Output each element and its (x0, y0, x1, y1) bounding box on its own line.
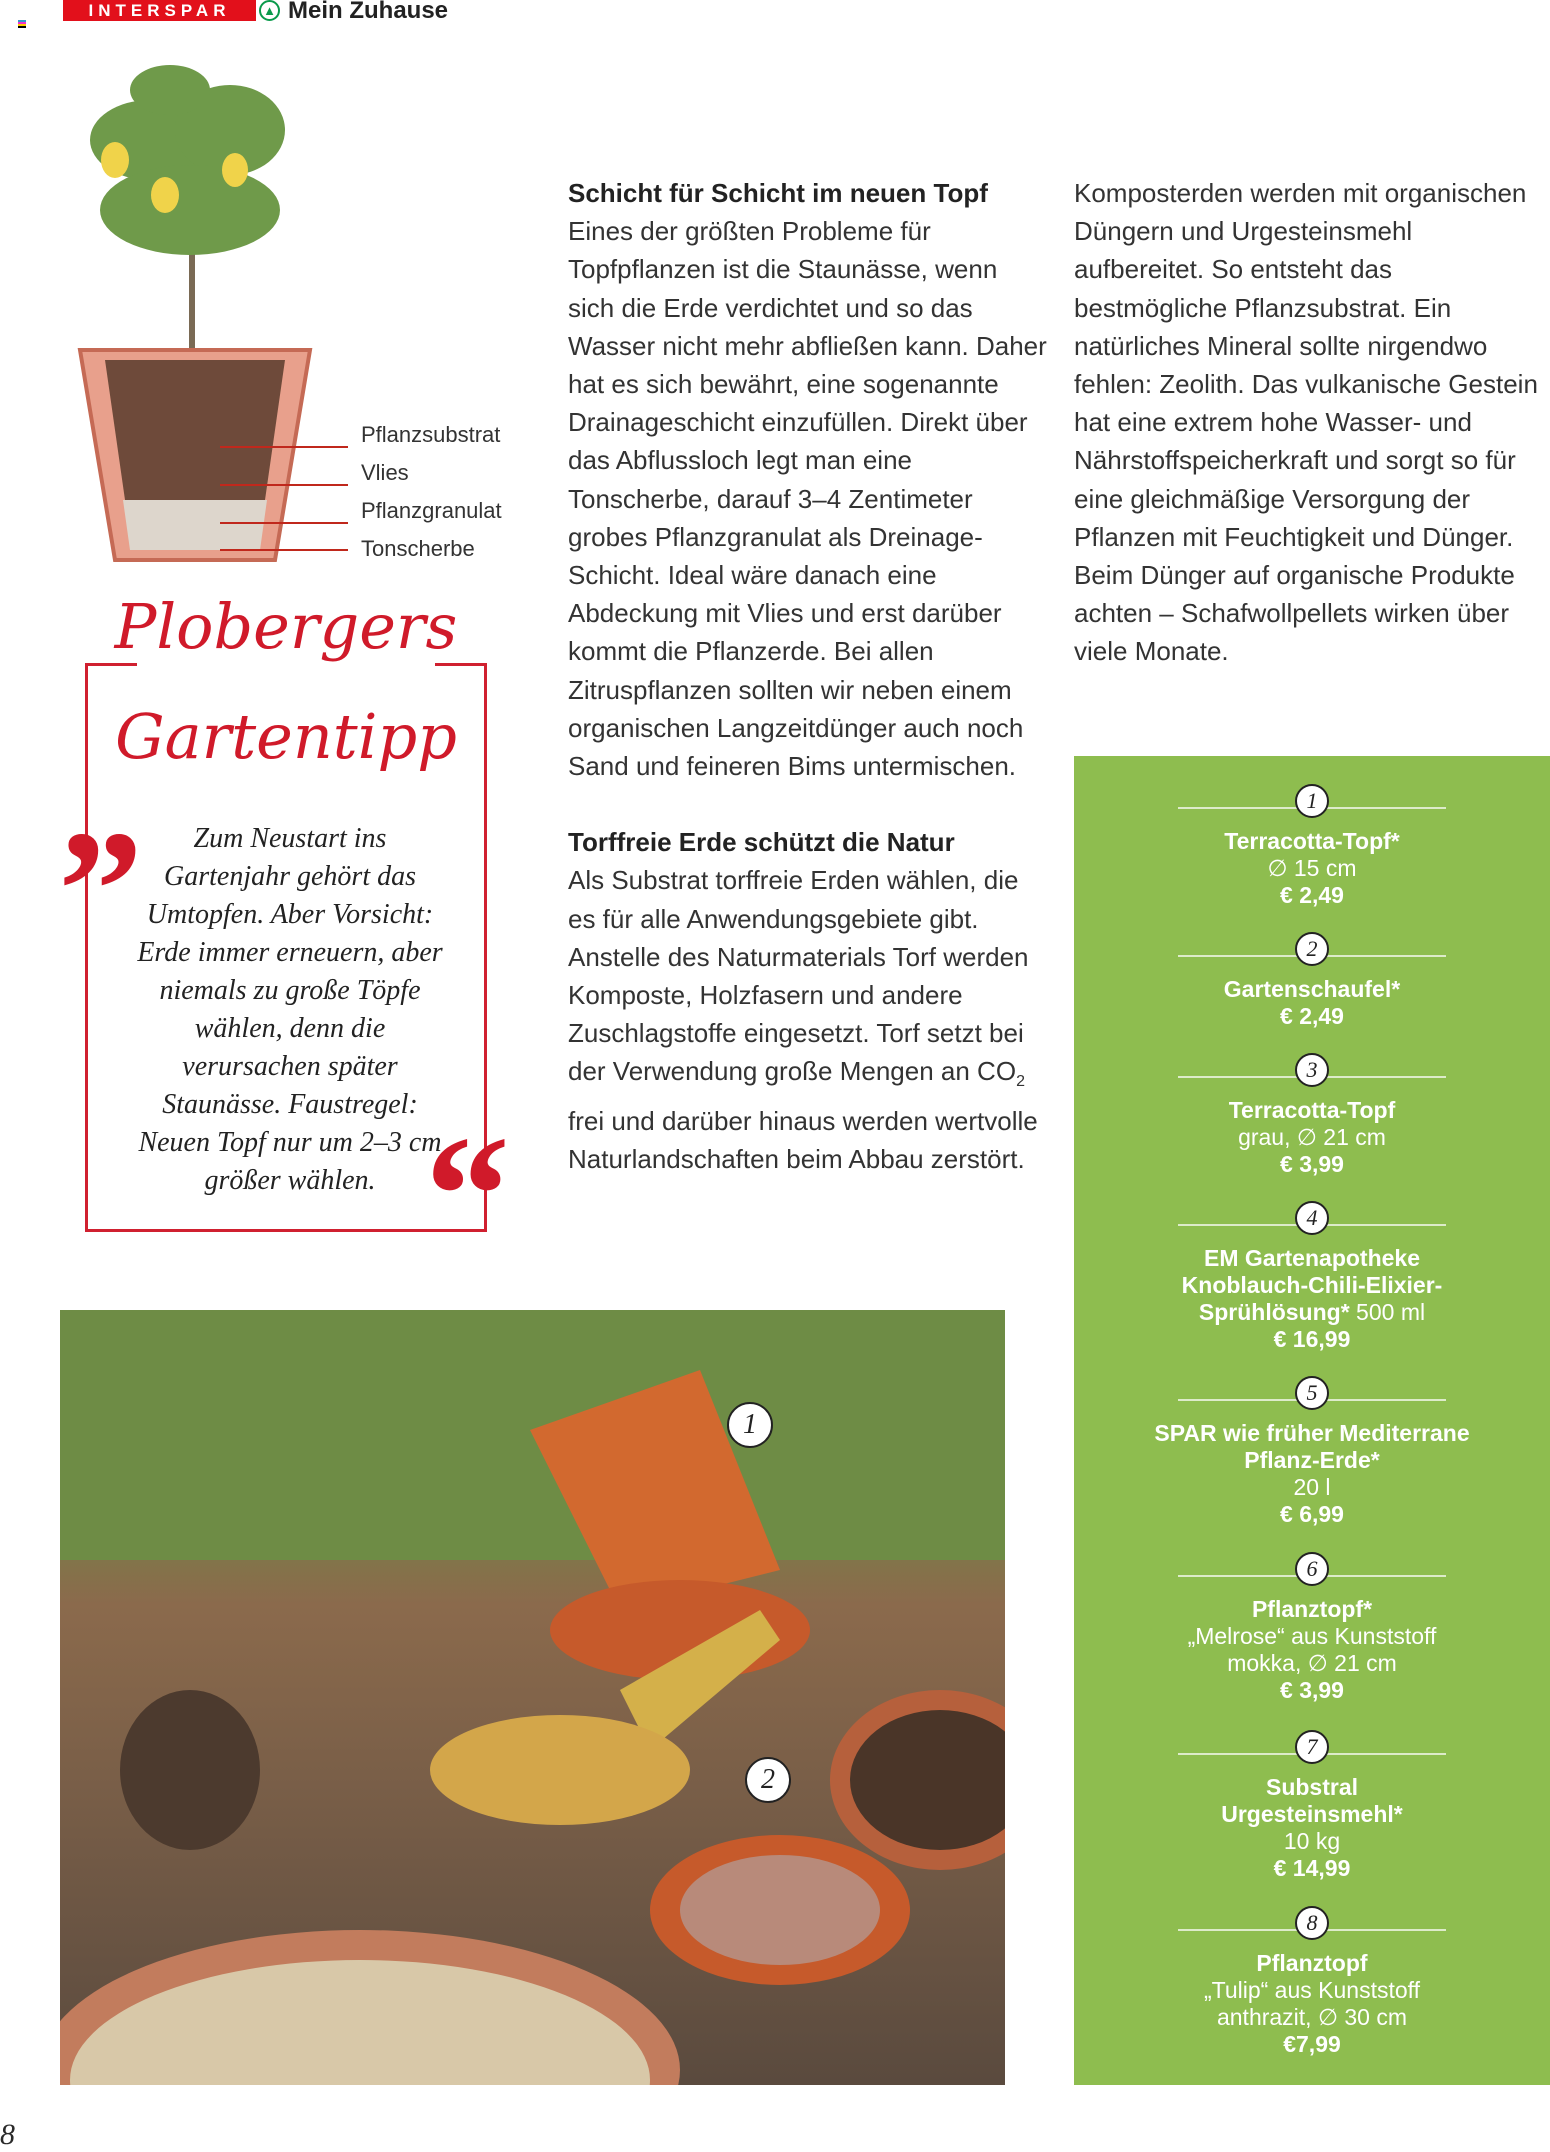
photo-marker-1: 1 (727, 1402, 773, 1448)
heading-peat-free: Torffreie Erde schützt die Natur (568, 827, 955, 858)
page-number: 8 (0, 2118, 15, 2151)
close-quote-mark: “ (425, 1101, 510, 1289)
photo-marker-2: 2 (745, 1757, 791, 1803)
product-item: 7 Substral Urgesteinsmehl* 10 kg € 14,99 (1074, 1730, 1550, 1882)
label-pflanzgranulat: Pflanzgranulat (361, 498, 502, 523)
product-item: 2 Gartenschaufel* € 2,49 (1074, 932, 1550, 1030)
label-tonscherbe: Tonscherbe (361, 536, 475, 561)
label-vlies: Vlies (361, 460, 409, 485)
tip-quote: Zum Neustart ins Gartenjahr gehört das Umtopfen. Aber Vorsicht: Erde immer erneuern, aber niemals zu große Töpfe wählen, denn die verursachen später Staunässe. Faustregel: Neuen Topf nur um 2–3 cm größer wählen. (137, 823, 443, 1196)
brand-logo: INTERSPAR (63, 0, 256, 21)
print-color-bar (18, 20, 26, 28)
label-leader-line (220, 446, 348, 448)
product-item: 6 Pflanztopf* „Melrose“ aus Kunststoff mokka, ∅ 21 cm € 3,99 (1074, 1552, 1550, 1704)
potted-lemon-tree-diagram (60, 60, 330, 570)
label-leader-line (220, 522, 348, 524)
label-leader-line (220, 484, 348, 486)
product-item: 8 Pflanztopf „Tulip“ aus Kunststoff anthrazit, ∅ 30 cm €7,99 (1074, 1906, 1550, 2058)
spar-tree-icon: ▲ (259, 0, 280, 21)
article-column-middle (568, 174, 1048, 1178)
open-quote-mark: ” (58, 796, 143, 984)
product-item: 5 SPAR wie früher Mediterrane Pflanz-Erde* 20 l € 6,99 (1074, 1376, 1550, 1528)
product-item: 3 Terracotta-Topf grau, ∅ 21 cm € 3,99 (1074, 1053, 1550, 1178)
paragraph-compost: Komposterden werden mit organischen Düngern und Urgesteinsmehl aufbereitet. So entsteht das bestmögliche Pflanzsubstrat. Ein natürliches Mineral sollte nirgendwo fehlen: Zeolith. Das vulkanische Gestein hat eine extrem hohe Wasser- und Nährstoffspeicherkraft und sorgt so für eine gleichmäßige Versorgung der Pflanzen mit Feuchtigkeit und Dünger. Beim Dünger auf organische Produkte achten – Schafwollpellets wirken über viele Monate. (1074, 178, 1538, 667)
photo-illustration (60, 1310, 1005, 2085)
tip-title-line2: Gartentipp (115, 700, 457, 773)
section-title: Mein Zuhause (288, 0, 449, 24)
label-leader-line (220, 549, 348, 551)
tip-box-top-left (85, 663, 137, 666)
tip-box-top-right (435, 663, 487, 666)
article-column-right (1074, 174, 1544, 671)
paragraph-layers: Eines der größten Probleme für Topfpflanzen ist die Staunässe, wenn sich die Erde verdichtet und so das Wasser nicht mehr abfließen kann. Daher hat es sich bewährt, eine sogenannte Drainageschicht einzufüllen. Direkt über das Abflussloch legt man eine Tonscherbe, darauf 3–4 Zentimeter grobes Pflanzgranulat als Dreinage-Schicht. Ideal wäre danach eine Abdeckung mit Vlies und erst darüber kommt die Pflanzerde. Bei allen Zitruspflanzen sollten wir neben einem organischen Langzeitdünger auch noch Sand und feineren Bims untermischen. (568, 216, 1047, 782)
heading-layers: Schicht für Schicht im neuen Topf (568, 178, 988, 208)
product-item: 1 Terracotta-Topf* ∅ 15 cm € 2,49 (1074, 784, 1550, 909)
gardening-photo (60, 1310, 1005, 2085)
product-panel (1074, 756, 1550, 2085)
product-item: 4 EM Gartenapotheke Knoblauch-Chili-Elixier-Sprühlösung* 500 ml € 16,99 (1074, 1201, 1550, 1353)
paragraph-peat-free: Als Substrat torffreie Erden wählen, die es für alle Anwendungsgebiete gibt. Anstelle des Naturmaterials Torf werden Komposte, Holzfasern und andere Zuschlagstoffe eingesetzt. Torf setzt bei der Verwendung große Mengen an $CO_2$ frei und darüber hinaus werden wertvolle Naturlandschaften beim Abbau zerstört. (568, 865, 1038, 1175)
label-pflanzsubstrat: Pflanzsubstrat (361, 422, 501, 447)
tip-title-line1: Plobergers (114, 590, 458, 663)
